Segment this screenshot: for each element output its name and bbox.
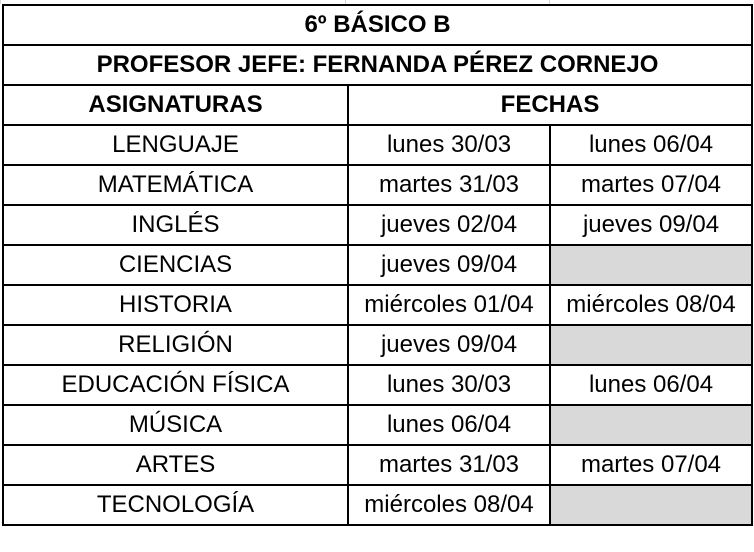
header-row [3, 85, 752, 125]
subject-cell[interactable]: MATEMÁTICA [3, 165, 348, 205]
class-title[interactable]: 6º BÁSICO B [3, 5, 752, 45]
subject-cell[interactable]: RELIGIÓN [3, 325, 348, 365]
date-cell[interactable]: lunes 06/04 [550, 365, 752, 405]
header-subjects[interactable]: ASIGNATURAS [3, 85, 348, 125]
table-row [3, 285, 752, 325]
date-cell[interactable]: lunes 06/04 [550, 125, 752, 165]
date-cell[interactable]: jueves 02/04 [348, 205, 550, 245]
date-cell[interactable]: martes 07/04 [550, 165, 752, 205]
date-cell[interactable]: martes 07/04 [550, 445, 752, 485]
table-row [3, 405, 752, 445]
date-cell[interactable]: martes 31/03 [348, 165, 550, 205]
empty-date-cell[interactable] [550, 245, 752, 285]
subject-cell[interactable]: TECNOLOGÍA [3, 485, 348, 525]
teacher-row [3, 45, 752, 85]
header-dates[interactable]: FECHAS [348, 85, 752, 125]
table-row [3, 485, 752, 525]
subject-cell[interactable]: MÚSICA [3, 405, 348, 445]
date-cell[interactable]: martes 31/03 [348, 445, 550, 485]
table-row [3, 125, 752, 165]
empty-date-cell[interactable] [550, 485, 752, 525]
date-cell[interactable]: miércoles 01/04 [348, 285, 550, 325]
table-row [3, 325, 752, 365]
schedule-table [2, 4, 753, 526]
empty-date-cell[interactable] [550, 405, 752, 445]
table-row [3, 365, 752, 405]
table-row [3, 245, 752, 285]
date-cell[interactable]: miércoles 08/04 [348, 485, 550, 525]
date-cell[interactable]: lunes 30/03 [348, 125, 550, 165]
table-row [3, 165, 752, 205]
subject-cell[interactable]: CIENCIAS [3, 245, 348, 285]
subject-cell[interactable]: ARTES [3, 445, 348, 485]
empty-date-cell[interactable] [550, 325, 752, 365]
title-row [3, 5, 752, 45]
date-cell[interactable]: jueves 09/04 [550, 205, 752, 245]
table-row [3, 205, 752, 245]
date-cell[interactable]: lunes 06/04 [348, 405, 550, 445]
subject-cell[interactable]: INGLÉS [3, 205, 348, 245]
date-cell[interactable]: miércoles 08/04 [550, 285, 752, 325]
subject-cell[interactable]: LENGUAJE [3, 125, 348, 165]
table-row [3, 445, 752, 485]
teacher-name[interactable]: PROFESOR JEFE: FERNANDA PÉREZ CORNEJO [3, 45, 752, 85]
date-cell[interactable]: jueves 09/04 [348, 325, 550, 365]
date-cell[interactable]: lunes 30/03 [348, 365, 550, 405]
subject-cell[interactable]: HISTORIA [3, 285, 348, 325]
date-cell[interactable]: jueves 09/04 [348, 245, 550, 285]
subject-cell[interactable]: EDUCACIÓN FÍSICA [3, 365, 348, 405]
